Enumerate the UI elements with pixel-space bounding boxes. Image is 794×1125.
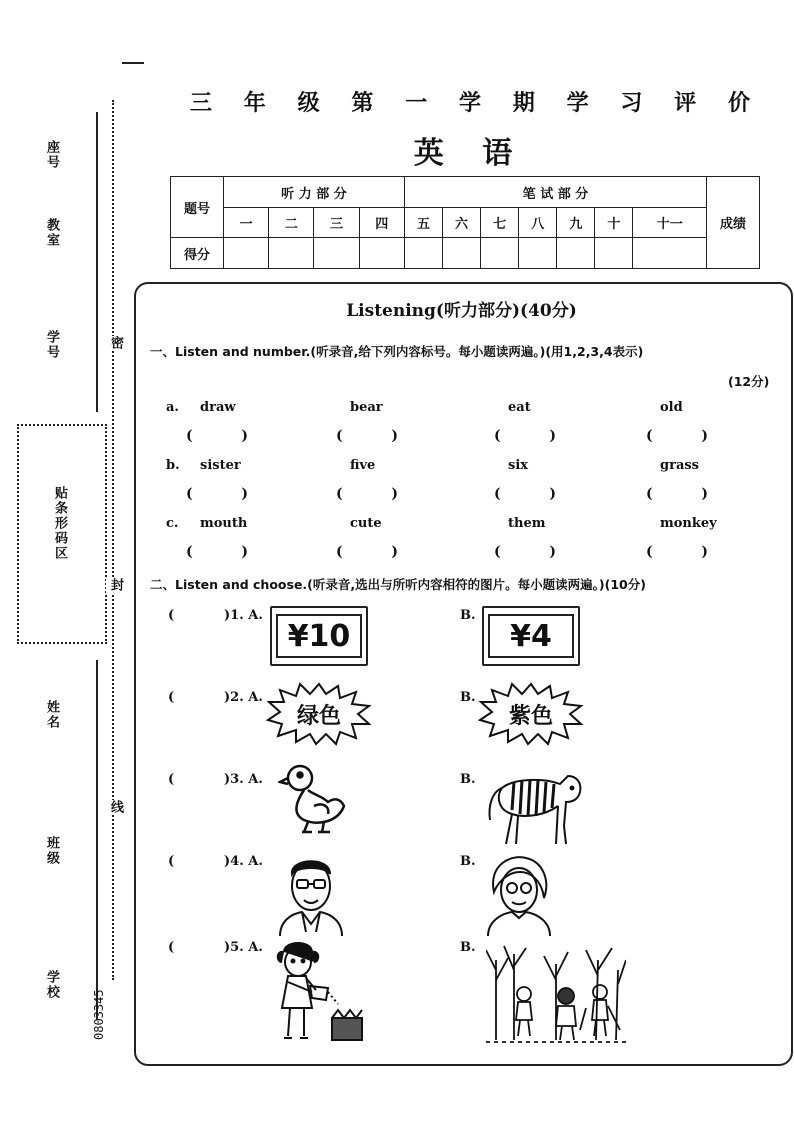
score-cell[interactable] [404,238,442,269]
side-class-label: 班级 [44,836,59,866]
question-number: )2. A. [224,690,263,705]
score-cell[interactable] [314,238,359,269]
answer-blank[interactable]: ( ) [494,486,556,502]
listening-title: Listening(听力部分)(40分) [346,301,577,321]
option-b-label: B. [460,940,476,955]
answer-blank[interactable]: ( ) [186,486,248,502]
top-mark [122,62,144,64]
score-cell[interactable] [359,238,404,269]
answer-blank[interactable]: ( ) [646,486,708,502]
part1-instruction: 一、Listen and number.(听录音,给下列内容标号。每小题读两遍。)(用1,2,3,4表示) [150,344,644,359]
girl-watering-image [272,938,368,1046]
answer-blank[interactable]: ( ) [186,544,248,560]
subject-title: 英 语 [413,136,527,171]
money-10-image [270,606,368,666]
purple-color-starburst [478,682,584,746]
part1-row-label: c. [166,516,179,531]
part1-row-label: b. [166,458,180,473]
title-char: 评 [674,90,697,116]
answer-blank[interactable]: ( ) [186,428,248,444]
part1-word: them [508,516,546,531]
question-number: )5. A. [224,940,263,955]
part1-word: cute [350,516,382,531]
listening-header: 听 力 部 分 [224,177,405,208]
question-number: )3. A. [224,772,263,787]
written-header: 笔 试 部 分 [404,177,706,208]
side-student-id-label: 学号 [44,330,59,360]
purple-color-label: 紫色 [508,704,553,729]
part1-row-label: a. [166,400,179,415]
question-number: )1. A. [224,608,263,623]
answer-open-paren[interactable]: ( [168,772,175,787]
part1-word: eat [508,400,531,415]
answer-open-paren[interactable]: ( [168,940,175,955]
side-line-1 [96,112,98,412]
answer-blank[interactable]: ( ) [336,428,398,444]
part1-word: five [350,458,376,473]
seal-feng: 封 [108,578,123,593]
answer-blank[interactable]: ( ) [336,544,398,560]
part1-word: sister [200,458,241,473]
side-seat-label: 座号 [44,140,59,170]
score-cell[interactable] [519,238,557,269]
question-number: )4. A. [224,854,263,869]
score-cell[interactable] [443,238,481,269]
seal-xian: 线 [108,800,123,815]
woman-portrait-image [484,852,554,936]
side-name-label: 姓名 [44,700,59,730]
question-number-cell: 九 [557,208,595,238]
money-4-image [482,606,580,666]
question-number-cell: 六 [443,208,481,238]
option-b-label: B. [460,608,476,623]
question-number-cell: 一 [224,208,269,238]
exam-title [190,86,750,117]
row-label-score: 得分 [171,238,224,269]
money-4-label: ¥4 [488,614,575,657]
side-school-label: 学校 [44,970,59,1000]
tiger-image [484,766,584,848]
part1-word: mouth [200,516,248,531]
title-char: 习 [620,90,643,116]
green-color-label: 绿色 [296,704,341,729]
title-char: 一 [405,90,428,116]
answer-blank[interactable]: ( ) [336,486,398,502]
title-char: 第 [351,90,374,116]
score-cell[interactable] [224,238,269,269]
option-b-label: B. [460,690,476,705]
score-cell[interactable] [595,238,633,269]
option-b-label: B. [460,772,476,787]
seal-mi: 密 [108,336,123,351]
title-char: 期 [512,90,535,116]
title-char: 学 [458,90,481,116]
part1-word: monkey [660,516,717,531]
side-line-2 [96,660,98,1020]
side-classroom-label: 教室 [44,218,59,248]
answer-open-paren[interactable]: ( [168,854,175,869]
score-cell[interactable] [557,238,595,269]
score-cell[interactable] [633,238,707,269]
part1-points: (12分) [728,374,770,389]
title-char: 学 [566,90,589,116]
question-number-cell: 八 [519,208,557,238]
part1-word: grass [660,458,699,473]
title-char: 级 [297,90,320,116]
question-number-cell: 十一 [633,208,707,238]
answer-blank[interactable]: ( ) [494,544,556,560]
part1-word: old [660,400,683,415]
score-cell[interactable] [481,238,519,269]
part1-word: bear [350,400,383,415]
answer-open-paren[interactable]: ( [168,690,175,705]
title-char: 价 [727,90,750,116]
option-b-label: B. [460,854,476,869]
side-code: 0803345 [92,989,106,1040]
question-number-cell: 四 [359,208,404,238]
green-color-starburst [266,682,372,746]
money-10-label: ¥10 [276,614,363,657]
cut-line [112,100,114,980]
part2-instruction: 二、Listen and choose.(听录音,选出与所听内容相符的图片。每小题读两遍。)(10分) [150,577,646,592]
kids-planting-trees-image [486,940,626,1044]
part1-word: six [508,458,529,473]
score-table [170,176,760,269]
question-number-cell: 三 [314,208,359,238]
question-number-cell: 十 [595,208,633,238]
score-cell[interactable] [269,238,314,269]
answer-open-paren[interactable]: ( [168,608,175,623]
man-portrait-image [276,852,346,936]
total-label: 成绩 [707,177,760,269]
question-number-cell: 七 [481,208,519,238]
title-char: 年 [243,90,266,116]
answer-blank[interactable]: ( ) [494,428,556,444]
question-number-cell: 五 [404,208,442,238]
title-char: 三 [190,90,213,116]
answer-blank[interactable]: ( ) [646,544,708,560]
duck-image [278,762,350,838]
answer-blank[interactable]: ( ) [646,428,708,444]
question-number-cell: 二 [269,208,314,238]
barcode-area-label: 贴条形码区 [52,486,67,561]
row-label-number: 题号 [171,177,224,238]
part1-word: draw [200,400,236,415]
